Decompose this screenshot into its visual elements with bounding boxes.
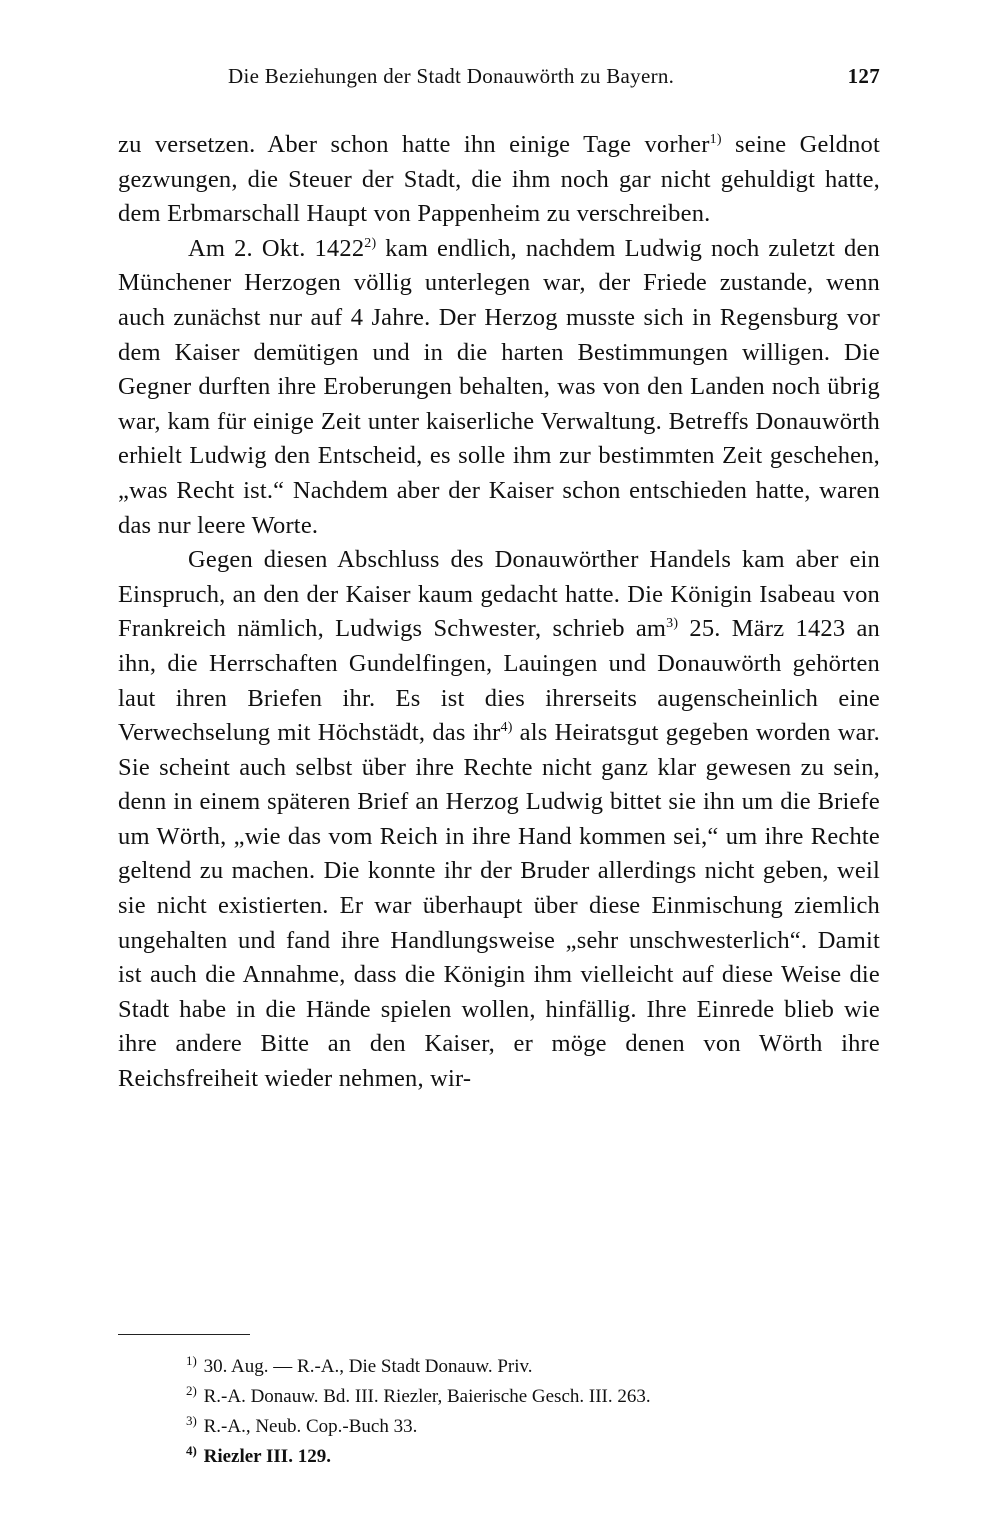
running-head-title: Die Beziehungen der Stadt Donauwörth zu Bayern. (228, 64, 675, 88)
footnote-reference: 3) (666, 616, 679, 632)
paragraph-text: als Heiratsgut gegeben worden war. Sie scheint auch selbst über ihre Rechte nicht ganz klar gewesen zu sein, denn in einem späteren Brief an Herzog Ludwig bittet sie ihn um die Briefe um Wörth, „wie das vom Reich in ihre Hand kommen sei,“ um ihre Rechte geltend zu machen. Die konnte ihr der Bruder allerdings nicht geben, weil sie nicht existierten. Er war überhaupt über diese Einmischung ziemlich ungehalten und fand ihre Handlungsweise „sehr unschwesterlich“. Damit ist auch die Annahme, dass die Königin ihm vielleicht auf diese Weise die Stadt habe in die Hände spielen wollen, hinfällig. Ihre Einrede blieb wie ihre andere Bitte an den Kaiser, er möge denen von Wörth ihre Reichsfreiheit wieder nehmen, wir- (118, 719, 880, 1093)
paragraph (118, 232, 880, 543)
footnote-text: Riezler III. 129. (203, 1446, 331, 1467)
footnote-separator (118, 1334, 250, 1335)
paragraph-text: zu versetzen. Aber schon hatte ihn einige Tage vorher (118, 131, 710, 158)
footnote-mark: 3) (186, 1412, 197, 1428)
paragraph-text: Am 2. Okt. 1422 (188, 234, 365, 262)
paragraph-text: 25. März 1423 an ihn, die Herrschaften Gundelfingen, Lauingen und Donauwörth gehörten laut ihren Briefen ihr. Es ist dies ihrerseits augenscheinlich eine Verwechselung mit Höchstädt, das ihr (118, 615, 880, 747)
paragraph-text: seine Geldnot gezwungen, die Steuer der Stadt, die ihm noch gar nicht gehuldigt hatte, dem Erbmarschall Haupt von Pappenheim zu verschreiben. (118, 131, 880, 228)
footnote-mark: 2) (186, 1382, 197, 1398)
paragraph (118, 128, 880, 232)
page-number: 127 (847, 64, 880, 88)
footnote-mark: 4) (186, 1442, 197, 1458)
footnote-text: 30. Aug. — R.-A., Die Stadt Donauw. Priv. (203, 1356, 533, 1377)
paragraph (118, 543, 880, 1097)
footnote-mark: 1) (186, 1352, 197, 1368)
running-head (118, 64, 880, 98)
footnote (186, 1412, 866, 1442)
footnote (186, 1352, 866, 1382)
footnote-text: R.-A. Donauw. Bd. III. Riezler, Baierische Gesch. III. 263. (203, 1386, 651, 1407)
footnote-reference: 4) (500, 719, 513, 735)
body-text (118, 128, 880, 1097)
paragraph-text: Gegen diesen Abschluss des Donauwörther Handels kam aber ein Einspruch, an den der Kaiser kaum gedacht hatte. Die Königin Isabeau von Frankreich nämlich, Ludwigs Schwester, schrieb am (118, 546, 880, 643)
footnote-reference: 1) (709, 131, 722, 147)
footnote (186, 1442, 866, 1472)
footnotes (186, 1352, 866, 1472)
footnote-reference: 2) (364, 235, 377, 251)
paragraph-text: kam endlich, nachdem Ludwig noch zuletzt den Münchener Herzogen völlig unterlegen war, der Friede zustande, wenn auch zunächst nur auf 4 Jahre. Der Herzog musste sich in Regensburg vor dem Kaiser demütigen und in die harten Bestimmungen willigen. Die Gegner durften ihre Eroberungen behalten, was von den Landen noch übrig war, kam für einige Zeit unter kaiserliche Verwaltung. Betreffs Donauwörth erhielt Ludwig den Entscheid, es solle ihm zur bestimmten Zeit geschehen, „was Recht ist.“ Nachdem aber der Kaiser schon entschieden hatte, waren das nur leere Worte. (118, 234, 881, 539)
footnote (186, 1382, 866, 1412)
footnote-text: R.-A., Neub. Cop.-Buch 33. (203, 1416, 418, 1437)
